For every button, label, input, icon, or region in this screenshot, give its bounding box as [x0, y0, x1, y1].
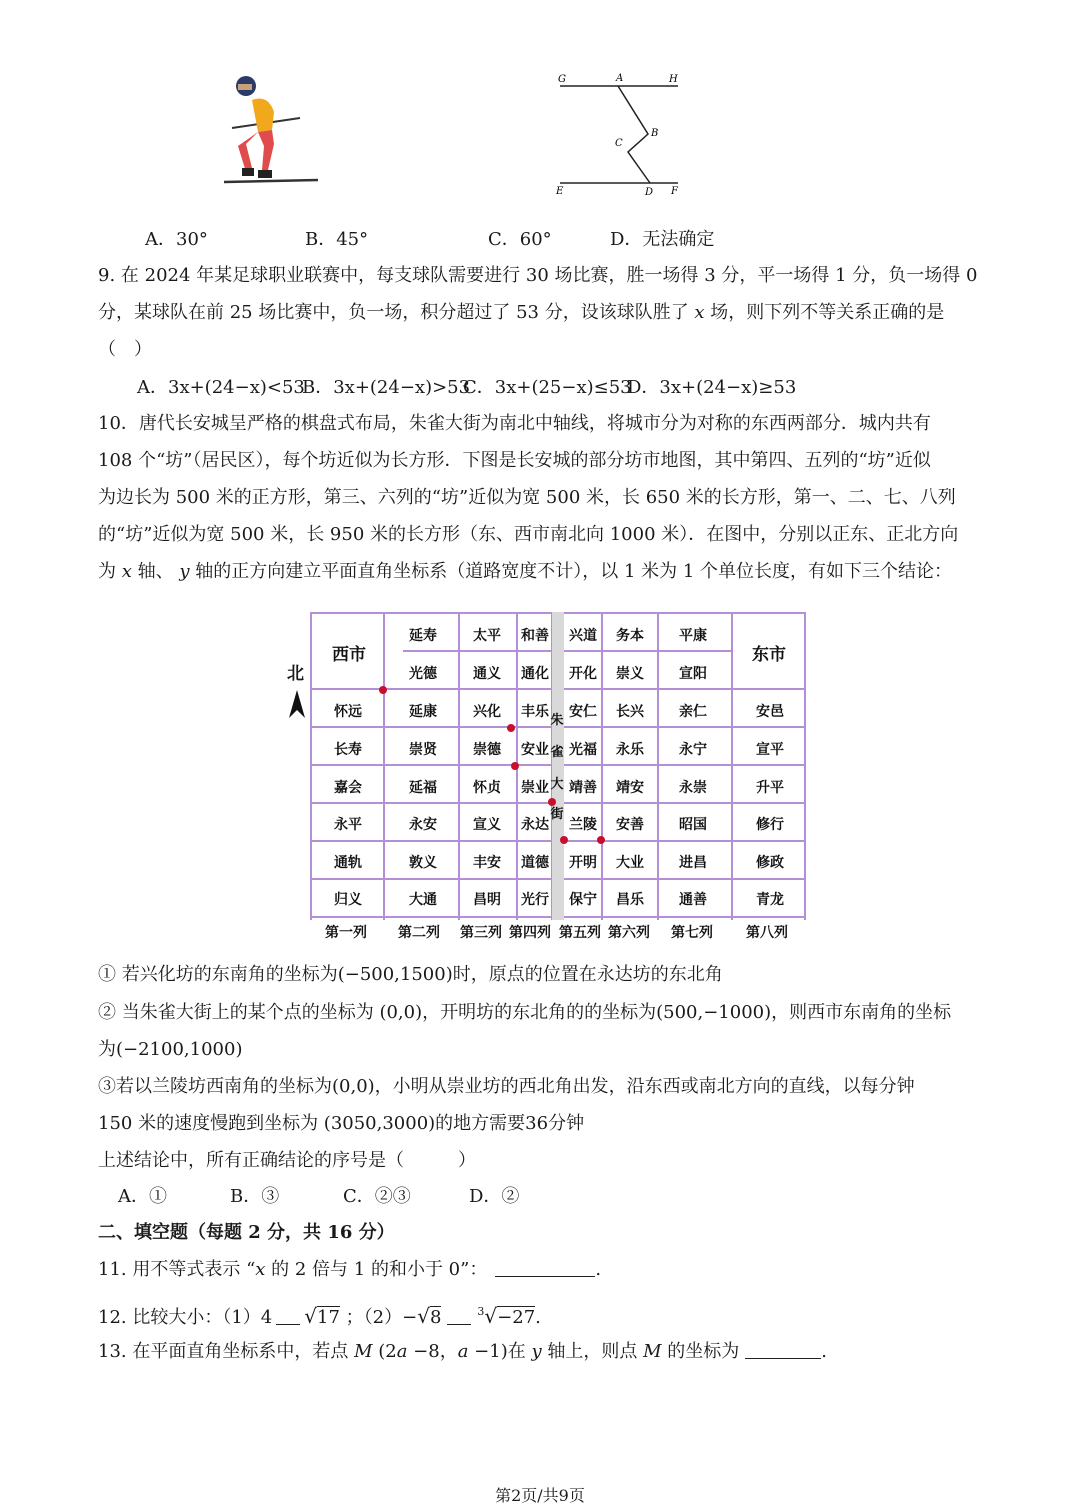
ward-col2-1: 延寿: [409, 628, 437, 644]
ward-col4-3: 丰乐: [521, 704, 549, 720]
skier-figure: [222, 72, 322, 190]
q10-option-a[interactable]: A．①: [118, 1186, 167, 1207]
ward-col1-6: 永平: [334, 817, 362, 833]
ward-col1-7: 通轨: [334, 855, 362, 871]
q10-stem-line2: 108 个“坊”（居民区），每个坊近似为长方形．下图是长安城的部分坊市地图，其中第四、五列的“坊”近似: [98, 450, 931, 471]
north-label: 北: [287, 664, 304, 684]
sqrt-icon: √: [304, 1304, 318, 1328]
col-header-3: 第三列: [460, 925, 502, 941]
q10-ask: 上述结论中，所有正确结论的序号是（ ）: [98, 1150, 476, 1171]
ward-col8-3: 安邑: [756, 704, 784, 720]
ward-col5-3: 安仁: [569, 704, 597, 720]
map-point: [548, 798, 556, 806]
sqrt-icon: √: [484, 1304, 498, 1328]
ward-col6-4: 永乐: [616, 742, 644, 758]
col-header-6: 第六列: [608, 925, 650, 941]
q10-stem-line1: 10．唐代长安城呈严格的棋盘式布局，朱雀大街为南北中轴线，将城市分为对称的东西两部分．城内共有: [98, 413, 931, 434]
ward-col6-6: 安善: [616, 817, 644, 833]
label-C: C: [615, 138, 623, 149]
ward-col1-5: 嘉会: [334, 780, 362, 796]
ward-col1-4: 长寿: [334, 742, 362, 758]
north-arrow-icon: [289, 690, 305, 718]
q9-answer-paren: （ ）: [98, 339, 152, 360]
cube-index: 3: [477, 1305, 485, 1318]
ward-col1-3: 怀远: [334, 704, 362, 720]
label-H: H: [669, 74, 678, 85]
map-point: [507, 724, 515, 732]
ward-col2-3: 延康: [409, 704, 437, 720]
q8-option-c[interactable]: C．60°: [488, 229, 552, 250]
ward-col4-5: 崇业: [521, 780, 549, 796]
ward-col7-2: 宣阳: [679, 666, 707, 682]
street-char-4: 街: [550, 807, 564, 822]
ward-col2-5: 延福: [409, 780, 437, 796]
ward-col7-4: 永宁: [679, 742, 707, 758]
ward-col5-2: 开化: [569, 666, 597, 682]
map-point: [560, 836, 568, 844]
street-char-2: 雀: [550, 745, 564, 760]
ward-col5-4: 光福: [569, 742, 597, 758]
sqrt-icon: √: [417, 1304, 430, 1328]
q12-blank-2[interactable]: [447, 1306, 471, 1325]
ward-col6-3: 长兴: [616, 704, 644, 720]
q10-stem-line4: 的“坊”近似为宽 500 米，长 950 米的长方形（东、西市南北向 1000 米）．在图中，分别以正东、正北方向: [98, 524, 959, 545]
ward-col3-1: 太平: [473, 628, 501, 644]
ward-col5-8: 保宁: [569, 892, 597, 908]
ward-col7-3: 亲仁: [679, 704, 707, 720]
ward-col2-2: 光德: [409, 666, 437, 682]
q11: 11. 用不等式表示 “x 的 2 倍与 1 的和小于 0”： .: [98, 1259, 602, 1280]
changan-map: [310, 612, 806, 920]
ward-col2-8: 大通: [409, 892, 437, 908]
ward-col5-6: 兰陵: [569, 817, 597, 833]
q9-stem-line1: 9. 在 2024 年某足球职业联赛中，每支球队需要进行 30 场比赛，胜一场得 3 分，平一场得 1 分，负一场得 0: [98, 265, 978, 286]
q9-stem-line2: 分，某球队在前 25 场比赛中，负一场，积分超过了 53 分，设该球队胜了 x 场，则下列不等关系正确的是: [98, 302, 945, 323]
q10-option-b[interactable]: B．③: [230, 1186, 280, 1207]
ward-col2-6: 永安: [409, 817, 437, 833]
ward-col6-1: 务本: [616, 628, 644, 644]
ward-col7-6: 昭国: [679, 817, 707, 833]
parallel-lines-figure: [552, 70, 688, 198]
page-footer: 第2页/共9页: [495, 1486, 585, 1505]
map-point: [597, 836, 605, 844]
ward-col4-6: 永达: [521, 817, 549, 833]
label-F: F: [671, 186, 678, 197]
ward-col2-7: 敦义: [409, 855, 437, 871]
q9-option-d[interactable]: D．3x+(24−x)≥53: [627, 377, 797, 398]
q9-option-b[interactable]: B．3x+(24−x)>53: [302, 377, 471, 398]
q10-statement-1: ① 若兴化坊的东南角的坐标为(−500,1500)时，原点的位置在永达坊的东北角: [98, 964, 723, 985]
q9-option-c[interactable]: C．3x+(25−x)≤53: [463, 377, 632, 398]
ward-col6-5: 靖安: [616, 780, 644, 796]
q9-option-a[interactable]: A．3x+(24−x)<53: [137, 377, 305, 398]
q10-statement-2a: ② 当朱雀大街上的某个点的坐标为 (0,0)，开明坊的东北角的的坐标为(500,−1000)，则西市东南角的坐标: [98, 1002, 952, 1023]
col-header-7: 第七列: [671, 925, 713, 941]
q10-stem-line5: 为 x 轴、 y 轴的正方向建立平面直角坐标系（道路宽度不计），以 1 米为 1 个单位长度，有如下三个结论：: [98, 561, 953, 582]
ward-col5-7: 开明: [569, 855, 597, 871]
label-B: B: [651, 128, 659, 139]
col-header-2: 第二列: [398, 925, 440, 941]
ward-col8-8: 青龙: [756, 892, 784, 908]
label-G: G: [558, 74, 566, 85]
col-header-4: 第四列: [509, 925, 551, 941]
ward-col4-7: 道德: [521, 855, 549, 871]
q10-statement-3b: 150 米的速度慢跑到坐标为 (3050,3000)的地方需要36分钟: [98, 1113, 585, 1134]
ward-col3-2: 通义: [473, 666, 501, 682]
ward-col7-5: 永崇: [679, 780, 707, 796]
q8-option-a[interactable]: A．30°: [145, 229, 208, 250]
q10-statement-3a: ③若以兰陵坊西南角的坐标为(0,0)，小明从崇业坊的西北角出发，沿东西或南北方向的直线，以每分钟: [98, 1076, 915, 1097]
col-header-5: 第五列: [559, 925, 601, 941]
q8-option-d[interactable]: D．无法确定: [610, 229, 715, 250]
ward-col4-1: 和善: [521, 628, 549, 644]
ward-col3-4: 崇德: [473, 742, 501, 758]
ward-col7-8: 通善: [679, 892, 707, 908]
q13-answer-blank[interactable]: [745, 1340, 821, 1359]
col-header-1: 第一列: [325, 925, 367, 941]
ward-col6-2: 崇义: [616, 666, 644, 682]
ward-col8-6: 修行: [756, 817, 784, 833]
q10-statement-2b: 为(−2100,1000): [98, 1039, 243, 1060]
q13: 13. 在平面直角坐标系中，若点 M (2a −8，a −1)在 y 轴上，则点 M 的坐标为 .: [98, 1341, 827, 1362]
q12-blank-1[interactable]: [276, 1306, 300, 1325]
ward-col5-1: 兴道: [569, 628, 597, 644]
east-market: 东市: [752, 645, 786, 665]
street-char-3: 大: [550, 777, 564, 792]
ward-col6-8: 昌乐: [616, 892, 644, 908]
q11-answer-blank[interactable]: [495, 1258, 595, 1277]
ward-col3-5: 怀贞: [473, 780, 501, 796]
section2-title: 二、填空题（每题 2 分，共 16 分）: [98, 1222, 395, 1243]
label-E: E: [556, 186, 564, 197]
ward-col4-8: 光行: [521, 892, 549, 908]
map-point: [379, 686, 387, 694]
ward-col3-3: 兴化: [473, 704, 501, 720]
col-header-8: 第八列: [746, 925, 788, 941]
ward-col3-6: 宣义: [473, 817, 501, 833]
ward-col3-8: 昌明: [473, 892, 501, 908]
west-market: 西市: [332, 645, 366, 665]
ward-col4-2: 通化: [521, 666, 549, 682]
ward-col6-7: 大业: [616, 855, 644, 871]
ward-col7-7: 进昌: [679, 855, 707, 871]
q10-option-c[interactable]: C．②③: [343, 1186, 411, 1207]
q12: 12. 比较大小：（1）4 √17 ；（2）−√8 $^3$√−27.: [98, 1304, 541, 1328]
map-point: [511, 762, 519, 770]
ward-col1-8: 归义: [334, 892, 362, 908]
ward-col8-7: 修政: [756, 855, 784, 871]
ward-col7-1: 平康: [679, 628, 707, 644]
ward-col8-4: 宣平: [756, 742, 784, 758]
ward-col5-5: 靖善: [569, 780, 597, 796]
q10-stem-line3: 为边长为 500 米的正方形，第三、六列的“坊”近似为宽 500 米，长 650 米的长方形，第一、二、七、八列: [98, 487, 956, 508]
ward-col8-5: 升平: [756, 780, 784, 796]
label-A: A: [616, 73, 624, 84]
q10-option-d[interactable]: D．②: [469, 1186, 520, 1207]
zhuque-street: [552, 612, 564, 920]
label-D: D: [645, 187, 654, 198]
ward-col3-7: 丰安: [473, 855, 501, 871]
q8-option-b[interactable]: B．45°: [305, 229, 369, 250]
street-char-1: 朱: [550, 713, 564, 728]
ward-col4-4: 安业: [521, 742, 549, 758]
ward-col2-4: 崇贤: [409, 742, 437, 758]
